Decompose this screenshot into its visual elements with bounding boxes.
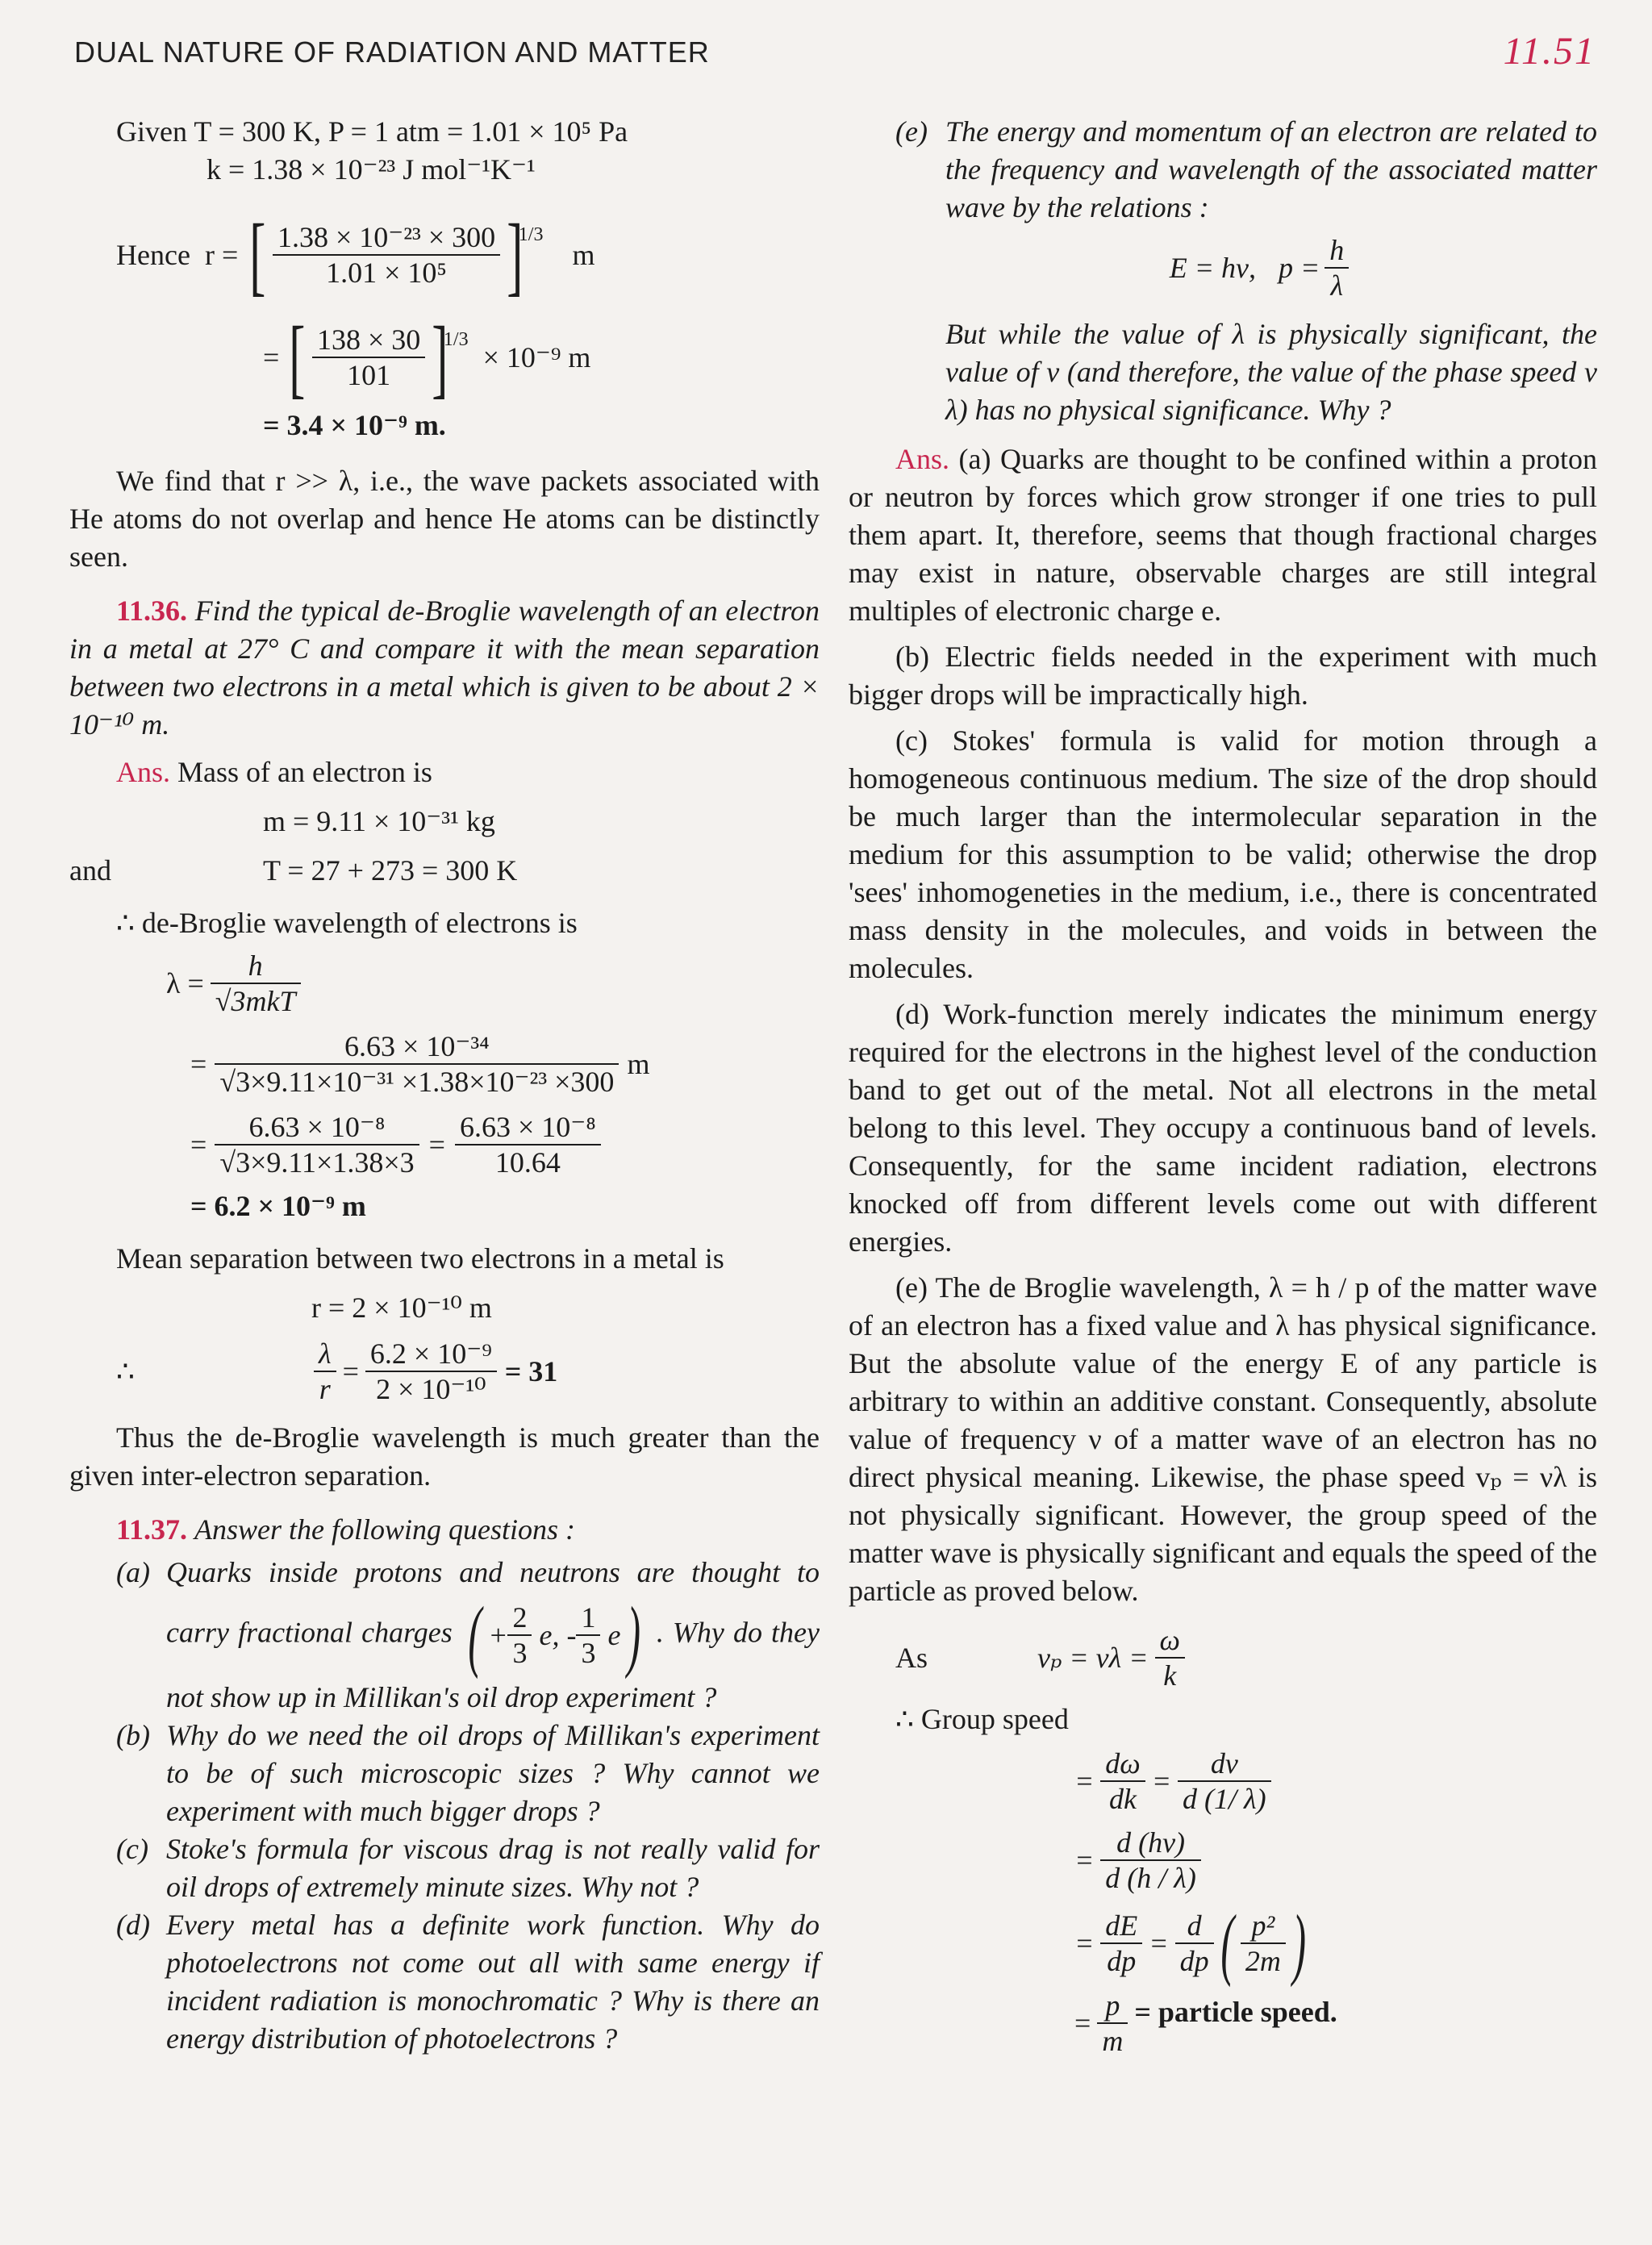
page-number: 11.51 xyxy=(1503,30,1596,73)
and-label: and xyxy=(69,854,111,887)
question-number: 11.36. xyxy=(116,595,188,627)
question-d-text: Every metal has a definite work function. Why do photoelectrons not come out all with same energy if incident radiation is monochromatic ? Why is there an energy distribution of photoelectrons ? xyxy=(166,1909,820,2055)
g1-numerator-a: dω xyxy=(1100,1746,1145,1782)
question-d xyxy=(116,1906,820,2058)
r-fraction-1 xyxy=(273,220,500,290)
calc-line-2 xyxy=(69,1110,820,1179)
momentum-numerator: h xyxy=(1325,233,1349,269)
r-equation-2 xyxy=(69,308,820,407)
ratio-equation xyxy=(69,1337,820,1406)
running-head: DUAL NATURE OF RADIATION AND MATTER xyxy=(74,35,710,69)
r-equation-3: = 3.4 × 10⁻⁹ m. xyxy=(263,409,446,441)
ratio-numerator: λ xyxy=(314,1337,336,1372)
as-label: As xyxy=(895,1641,928,1674)
separation-equation: r = 2 × 10⁻¹⁰ m xyxy=(311,1292,492,1324)
equals-sign: = xyxy=(190,1128,207,1161)
question-a-text-2: . Why do they not show up in Millikan's oil drop experiment ? xyxy=(166,1616,820,1713)
right-paren: ) xyxy=(627,1590,641,1680)
momentum-denominator: λ xyxy=(1330,269,1344,302)
charge-frac-1-num: 2 xyxy=(507,1600,532,1636)
r-fraction-2 xyxy=(312,323,425,392)
g3-fraction-b xyxy=(1175,1909,1214,1978)
phase-speed-equation xyxy=(849,1623,1597,1692)
r-fraction-2-numerator: 138 × 30 xyxy=(312,323,425,358)
group-speed-line-4 xyxy=(849,1988,1597,2058)
r-eq-1-exponent: 1/3 xyxy=(518,224,544,245)
r-eq-lhs: r = xyxy=(205,238,239,271)
therefore-symbol: ∴ xyxy=(116,1354,135,1387)
right-bracket: ] xyxy=(432,308,448,407)
g1-denominator-b: d (1/ λ) xyxy=(1183,1783,1266,1815)
k-line: k = 1.38 × 10⁻²³ J mol⁻¹K⁻¹ xyxy=(206,153,536,186)
answer-c: (c) Stokes' formula is valid for motion through a homogeneous continuous medium. The size of the drop should be much larger than the intermolecular separation in the medium for this assumption to be valid; otherwise the drop 'sees' inhomogeneties in the medium, i.e., there is concentrated mass density in the molecules, and voids in between the molecules. xyxy=(849,724,1597,984)
calc-1-denominator: √3×9.11×10⁻³¹ ×1.38×10⁻²³ ×300 xyxy=(219,1066,615,1098)
question-b-label: (b) xyxy=(116,1719,150,1751)
group-speed-line-3 xyxy=(849,1898,1597,1988)
temperature-equation: T = 27 + 273 = 300 K xyxy=(263,854,518,887)
question-e-label: (e) xyxy=(895,115,928,148)
r-eq-2-exponent: 1/3 xyxy=(443,329,469,350)
g3-inner-denominator: 2m xyxy=(1245,1945,1281,1977)
question-text: Answer the following questions : xyxy=(194,1513,576,1546)
temperature-line xyxy=(69,852,820,890)
g4-numerator: p xyxy=(1097,1988,1128,2024)
charge-frac-1-den: 3 xyxy=(512,1637,528,1669)
g3-numerator-a: dE xyxy=(1100,1909,1142,1944)
g2-fraction xyxy=(1100,1826,1201,1895)
question-e-text-1: The energy and momentum of an electron are related to the frequency and wavelength of the associated matter wave by the relations : xyxy=(945,115,1597,223)
answer-label: Ans. xyxy=(895,443,950,475)
r-equation-1 xyxy=(69,207,820,303)
right-bracket: ] xyxy=(507,206,524,304)
question-11-36 xyxy=(69,592,820,744)
thus-paragraph: Thus the de-Broglie wavelength is much greater than the given inter-electron separation. xyxy=(69,1421,820,1492)
ratio-result: = 31 xyxy=(504,1354,558,1387)
g1-fraction-a xyxy=(1100,1746,1145,1816)
particle-speed-result: = particle speed. xyxy=(1134,1996,1337,2028)
calc-2a-fraction xyxy=(215,1110,419,1179)
left-paren: ( xyxy=(468,1590,482,1680)
left-paren: ( xyxy=(1220,1898,1234,1988)
momentum-fraction xyxy=(1325,233,1349,303)
equals-sign: = xyxy=(428,1128,445,1161)
fractional-charges: ( + $\frac{2}{3}$ e, - $\frac{1}{3}$ e ) xyxy=(468,1590,641,1680)
group-speed-line-1 xyxy=(849,1746,1597,1816)
question-c xyxy=(116,1830,820,1906)
energy-momentum-relations xyxy=(849,233,1597,303)
question-c-label: (c) xyxy=(116,1833,148,1865)
equals-sign: = xyxy=(342,1354,359,1387)
question-e xyxy=(895,113,1597,227)
g4-fraction xyxy=(1097,1988,1128,2058)
question-d-label: (d) xyxy=(116,1909,150,1941)
r-fraction-1-denominator: 1.01 × 10⁵ xyxy=(326,257,447,289)
g1-denominator-a: dk xyxy=(1109,1783,1137,1815)
question-a-text-1: Quarks inside protons and neutrons are thought to carry fractional charges xyxy=(166,1556,820,1649)
lambda-numerator: h xyxy=(211,949,301,984)
equals-sign: = xyxy=(1149,1926,1169,1959)
answer-label: Ans. xyxy=(116,756,171,788)
ratio-numerator-2: 6.2 × 10⁻⁹ xyxy=(365,1337,497,1372)
answer-a-text: (a) Quarks are thought to be confined within a proton or neutron by forces which grow stronger if one tries to pull them apart. It, therefore, seems that though fractional charges may exist in nature, observable charges are still integral multiples of electronic charge e. xyxy=(849,443,1598,627)
g1-fraction-b xyxy=(1178,1746,1271,1816)
ratio-denominator-2: 2 × 10⁻¹⁰ xyxy=(376,1373,486,1405)
g2-denominator: d (h / λ) xyxy=(1105,1862,1196,1894)
lambda-lhs: λ = xyxy=(166,966,204,999)
g3-denominator-b: dp xyxy=(1179,1945,1209,1977)
phase-speed-lhs: vₚ = νλ = xyxy=(1037,1641,1149,1674)
calc-2a-denominator: √3×9.11×1.38×3 xyxy=(219,1146,415,1179)
answer-e: (e) The de Broglie wavelength, λ = h / p of the matter wave of an electron has a fixed value and λ has physical significance. But the absolute value of the energy E of any particle is arbitrary to within an additive constant. Consequently, absolute value of frequency ν of a matter wave of an electron has no direct physical meaning. Likewise, the phase speed vₚ = νλ is not physically significant. However, the group speed of the matter wave is physically significant and equals the speed of the particle as proved below. xyxy=(849,1271,1597,1607)
equals-sign: = xyxy=(1074,1764,1095,1797)
ratio-fraction-2 xyxy=(365,1337,497,1406)
g3-inner-fraction xyxy=(1241,1909,1286,1978)
answer-d: (d) Work-function merely indicates the minimum energy required for the electrons in the highest level of the conduction band to get out of the metal. Not all electrons in the metal belong to this level. They occupy a continuous band of levels. Consequently, for the same incident radiation, electrons knocked off from different levels come out with different energies. xyxy=(849,998,1597,1258)
g3-denominator-a: dp xyxy=(1107,1945,1137,1977)
answer-a xyxy=(849,440,1597,630)
g4-denominator: m xyxy=(1102,2025,1124,2057)
calc-line-1 xyxy=(69,1029,820,1099)
mass-equation: m = 9.11 × 10⁻³¹ kg xyxy=(263,805,495,837)
answer-b: (b) Electric fields needed in the experiment with much bigger drops will be impractically high. xyxy=(849,641,1597,711)
therefore-line: ∴ de-Broglie wavelength of electrons is xyxy=(116,907,578,939)
mean-separation-text: Mean separation between two electrons in a metal is xyxy=(116,1242,724,1275)
group-speed-line-2 xyxy=(849,1826,1597,1895)
g1-numerator-b: dν xyxy=(1178,1746,1271,1782)
charge-frac-2-num: 1 xyxy=(576,1600,600,1636)
phase-speed-numerator: ω xyxy=(1155,1623,1185,1659)
phase-speed-fraction xyxy=(1155,1623,1185,1692)
answer-mass-text: Mass of an electron is xyxy=(177,756,432,788)
equals-sign: = xyxy=(263,340,280,373)
question-a xyxy=(116,1554,820,1717)
question-11-37 xyxy=(69,1511,820,1549)
calc-2b-fraction xyxy=(455,1110,601,1179)
group-speed-label: ∴ Group speed xyxy=(895,1703,1069,1735)
charge-frac-2 xyxy=(576,1600,600,1670)
g2-numerator: d (hν) xyxy=(1100,1826,1201,1861)
r-eq-1-unit: m xyxy=(572,238,595,271)
right-column xyxy=(849,113,1597,2058)
ratio-fraction-1 xyxy=(314,1337,336,1406)
paragraph-r-compare: We find that r >> λ, i.e., the wave packets associated with He atoms do not overlap and hence He atoms can be distinctly seen. xyxy=(69,465,820,573)
equals-sign: = xyxy=(1151,1764,1172,1797)
hence-label: Hence xyxy=(116,238,190,271)
phase-speed-denominator: k xyxy=(1163,1659,1177,1692)
r-eq-2-tail: × 10⁻⁹ m xyxy=(482,340,591,373)
energy-relation: E = hν, xyxy=(1169,251,1256,284)
equals-sign: = xyxy=(1074,1926,1095,1959)
question-text: Find the typical de-Broglie wavelength of an electron in a metal at 27° C and compare it with the mean separation between two electrons in a metal which is given to be about 2 × 10⁻¹⁰ m. xyxy=(69,595,820,741)
question-a-label: (a) xyxy=(116,1556,150,1588)
calc-2b-denominator: 10.64 xyxy=(494,1146,561,1179)
calc-1-numerator: 6.63 × 10⁻³⁴ xyxy=(215,1029,619,1065)
calc-line-3: = 6.2 × 10⁻⁹ m xyxy=(190,1190,366,1222)
g3-inner-numerator: p² xyxy=(1241,1909,1286,1944)
question-list xyxy=(116,1554,820,2058)
equals-sign: = xyxy=(190,1047,207,1080)
r-fraction-1-numerator: 1.38 × 10⁻²³ × 300 xyxy=(273,220,500,256)
ratio-denominator: r xyxy=(319,1373,331,1405)
calc-2b-numerator: 6.63 × 10⁻⁸ xyxy=(455,1110,601,1145)
g3-fraction-a xyxy=(1100,1909,1142,1978)
momentum-lhs: p = xyxy=(1278,251,1320,284)
question-e-text-2: But while the value of λ is physically significant, the value of ν (and therefore, the value of the phase speed ν λ) has no physical significance. Why ? xyxy=(945,318,1597,426)
lambda-formula xyxy=(69,949,820,1018)
calc-1-fraction xyxy=(215,1029,619,1099)
calc-2a-numerator: 6.63 × 10⁻⁸ xyxy=(215,1110,419,1145)
left-bracket: [ xyxy=(289,308,306,407)
question-c-text: Stoke's formula for viscous drag is not really valid for oil drops of extremely minute sizes. Why not ? xyxy=(166,1833,820,1903)
r-fraction-2-denominator: 101 xyxy=(347,359,391,391)
question-b xyxy=(116,1717,820,1830)
left-column xyxy=(69,113,820,2058)
answer-intro xyxy=(69,753,820,791)
question-b-text: Why do we need the oil drops of Millikan's experiment to be of such microscopic sizes ? Why cannot we experiment with much bigger drops ? xyxy=(166,1719,820,1827)
given-line: Given T = 300 K, P = 1 atm = 1.01 × 10⁵ Pa xyxy=(116,115,628,148)
charge-frac-1 xyxy=(507,1600,532,1670)
equals-sign: = xyxy=(1074,2006,1091,2039)
lambda-denominator: √3mkT xyxy=(215,985,296,1017)
question-number: 11.37. xyxy=(116,1513,188,1546)
lambda-fraction xyxy=(211,949,301,1018)
charge-frac-2-den: 3 xyxy=(581,1637,596,1669)
equals-sign: = xyxy=(1074,1843,1095,1876)
left-bracket: [ xyxy=(249,206,266,304)
right-paren: ) xyxy=(1292,1898,1306,1988)
g3-numerator-b: d xyxy=(1175,1909,1214,1944)
calc-1-unit: m xyxy=(627,1047,650,1080)
